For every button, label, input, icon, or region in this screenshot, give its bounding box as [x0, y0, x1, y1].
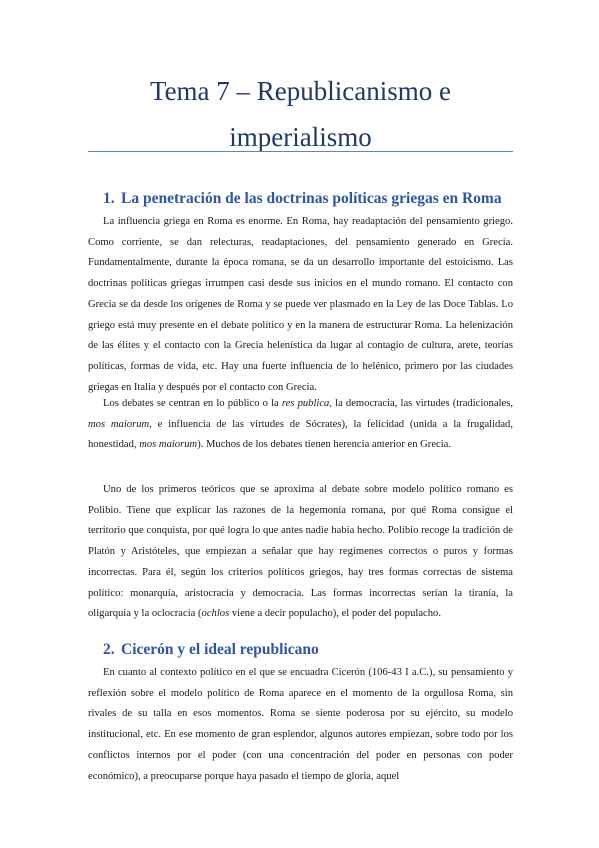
section-2-number: 2.: [103, 641, 115, 658]
section-1-paragraph-2: Los debates se centran en lo público o la res publica, la democracia, las virtudes (tradicionales, mos maiorum, e influencia de las virtudes de Sócrates), la felicidad (unida a la frugalidad, honestidad, mos maiorum). Muchos de los debates tienen herencia anterior en Grecia.: [88, 398, 514, 451]
italic-term: mos maiorum: [88, 418, 150, 430]
title-line-1: Tema 7 – Republicanismo e: [149, 76, 452, 106]
section-1-title: La penetración de las doctrinas políticas griegas en Roma: [121, 190, 502, 207]
section-1-paragraph-1: La influencia griega en Roma es enorme. En Roma, hay readaptación del pensamiento griego. Como corriente, se dan relecturas, readaptaciones, del pensamiento generado en Grecia. Fundamentalmente, durante la época romana, se da un desarrollo importante del estoicismo. Las doctrinas políticas griegas irrumpen casi desde sus inicios en el mundo romano. El contacto con Grecia se da desde los orígenes de Roma y se puede ver plasmado en la Ley de las Doce Tablas. Lo griego está muy presente en el debate político y en la manera de estructurar Roma. La helenización de las élites y el contacto con la Grecia helenística da lugar al contagio de cultura, arete, teorías políticas, formas de vida, etc. Hay una fuerte influencia de lo helénico, primero por las ciudades griegas en Italia y después por el contacto con Grecia.: [88, 216, 513, 393]
title-line-2: imperialismo: [229, 122, 372, 152]
italic-term: res publica: [281, 398, 330, 409]
section-1-number: 1.: [103, 190, 115, 207]
section-2-title: Cicerón y el ideal republicano: [121, 641, 319, 658]
section-1-paragraph-3: Uno de los primeros teóricos que se aproxima al debate sobre modelo político romano es Polibio. Tiene que explicar las razones de la hegemonía romana, por qué Roma consigue el territorio que conquista, por qué logra lo que antes nadie había hecho. Polibio recoge la tradición de Platón y Aristóteles, que empiezan a señalar que hay regímenes correctos o puros y formas incorrectas. Para él, según los criterios políticos griegos, hay tres formas correctas de sistema político: monarquía, aristocracia y democracia. Las formas incorrectas serían la tiranía, la oligarquía y la oclocracia (ochlos viene a decir populacho), el poder del populacho.: [88, 484, 513, 620]
document-title: [88, 68, 513, 160]
section-1-heading: [103, 189, 502, 209]
title-underline: [88, 151, 513, 152]
section-2-paragraph-1: En cuanto al contexto político en el que se encuadra Cicerón (106-43 I a.C.), su pensamiento y reflexión sobre el modelo político de Roma aparece en el momento de la orgullosa Roma, sin rivales de su talla en esos momentos. Roma se siente poderosa por su ejército, su modelo institucional, etc. En ese momento de gran esplendor, algunos autores empiezan, sobre todo por los conflictos internos por el poder (con una concentración del poder en personas con poder económico), a preocuparse porque haya pasado el tiempo de gloria, aquel: [88, 667, 513, 782]
section-2-heading: [103, 640, 319, 660]
italic-term: ochlos: [201, 608, 230, 620]
italic-term: mos maiorum: [139, 439, 198, 451]
